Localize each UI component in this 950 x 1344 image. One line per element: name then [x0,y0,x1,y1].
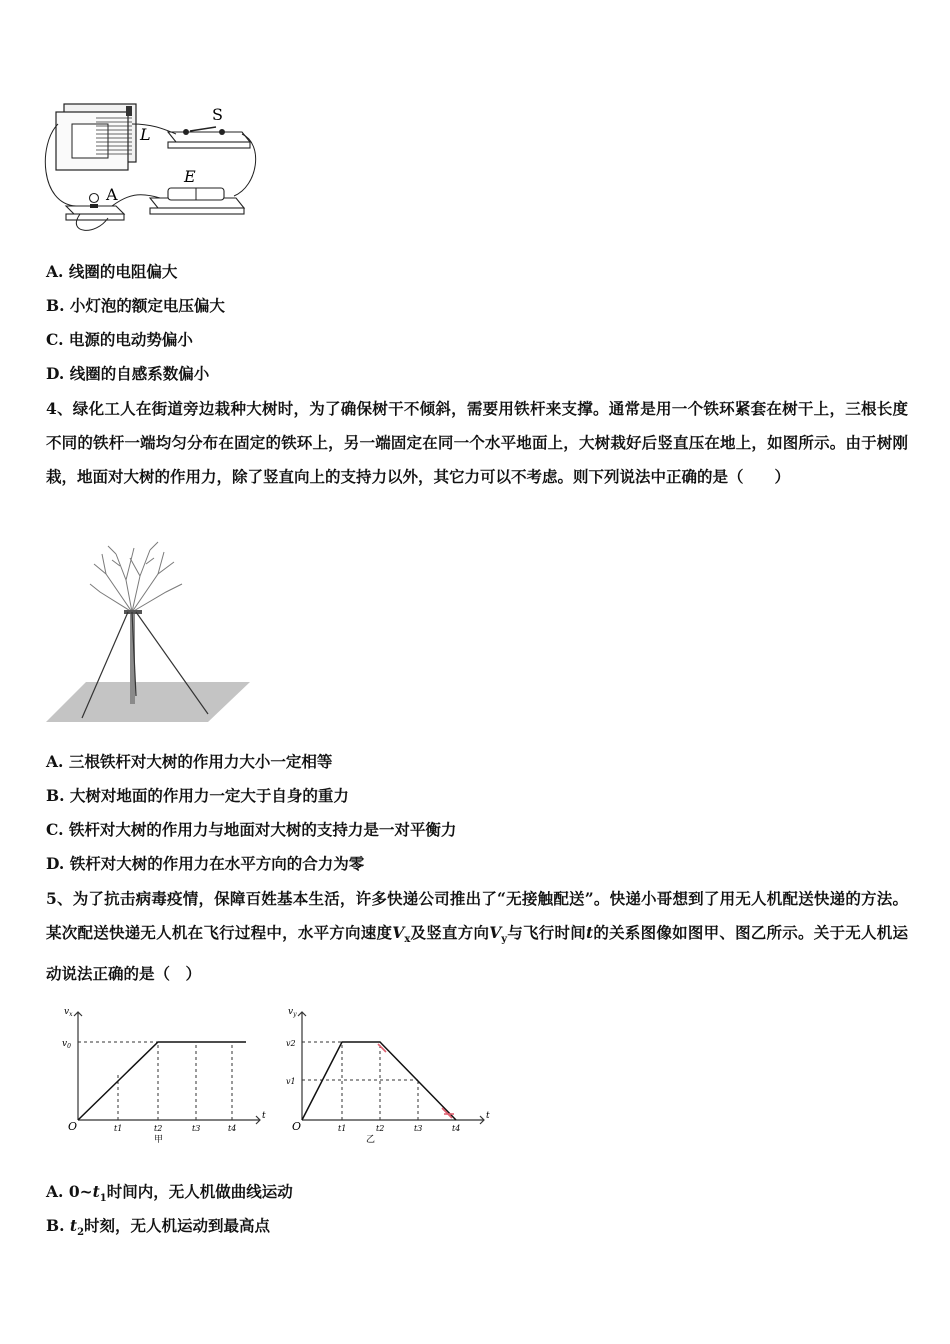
q4-option-a: A. 三根铁杆对大树的作用力大小一定相等 [46,752,333,771]
yi-tick-t1: t1 [338,1124,347,1133]
yi-tick-v2: v2 [286,1039,296,1048]
q3-option-d: D. 线圈的自感系数偏小 [46,364,210,383]
jia-y-tick: $v_0$ [62,1039,71,1050]
inductor-label: L [140,125,151,144]
yi-tick-t2: t2 [376,1124,385,1133]
yi-vy-line [302,1042,456,1120]
yi-x-label: t [486,1111,490,1121]
jia-origin: O [68,1120,78,1133]
iron-ring [124,610,142,614]
q3-option-b: B. 小灯泡的额定电压偏大 [46,296,225,315]
battery-icon [150,188,244,214]
switch-icon [168,127,250,148]
yi-tick-t4: t4 [452,1124,461,1133]
q4-option-b: B. 大树对地面的作用力一定大于自身的重力 [46,786,349,805]
yi-origin: O [292,1120,302,1133]
jia-y-label: $v_x$ [64,1007,73,1018]
yi-tick-v1: v1 [286,1077,296,1086]
tree-branches-icon [90,542,182,612]
jia-tick-t1: t1 [114,1124,123,1133]
yi-y-label: $v_y$ [288,1007,297,1018]
graph-jia [60,1004,270,1144]
circuit-figure [36,94,266,234]
ground-plane [46,682,250,722]
lamp-label: A [106,185,118,204]
tree-figure [46,540,252,726]
switch-label: S [212,105,223,124]
yi-tick-t3: t3 [414,1124,423,1133]
inductor-coil-icon [56,104,136,170]
q3-option-c: C. 电源的电动势偏小 [46,330,193,349]
graph-yi [284,1004,494,1144]
q4-option-c: C. 铁杆对大树的作用力与地面对大树的支持力是一对平衡力 [46,820,457,839]
q5-option-a: A. $0\sim t_1$时间内，无人机做曲线运动 [46,1182,293,1205]
q3-option-a: A. 线圈的电阻偏大 [46,262,178,281]
jia-vx-line [78,1042,246,1120]
q5-option-b: B. $t_2$时刻，无人机运动到最高点 [46,1216,271,1239]
jia-tick-t2: t2 [154,1124,163,1133]
yi-caption: 乙 [366,1135,376,1144]
jia-tick-t4: t4 [228,1124,237,1133]
q4-option-d: D. 铁杆对大树的作用力在水平方向的合力为零 [46,854,365,873]
source-label: E [184,167,196,186]
q5-stem: 5、为了抗击病毒疫情，保障百姓基本生活，许多快递公司推出了“无接触配送”。快递小哥想到了用无人机配送快递的方法。某次配送快递无人机在飞行过程中，水平方向速度$V_x$及竖直方向$V_y$与飞行时间t的关系图像如图甲、图乙所示。关于无人机运动说法正确的是（ ） [46,889,908,984]
q4-stem: 4、绿化工人在街道旁边栽种大树时，为了确保树干不倾斜，需要用铁杆来支撑。通常是用一个铁环紧套在树干上，三根长度不同的铁杆一端均匀分布在固定的铁环上，另一端固定在同一个水平地面上，大树栽好后竖直压在地上，如图所示。由于树刚栽，地面对大树的作用力，除了竖直向上的支持力以外，其它力可以不考虑。则下列说法中正确的是（ ） [46,399,908,486]
jia-caption: 甲 [154,1135,164,1144]
jia-x-label: t [262,1111,266,1121]
jia-tick-t3: t3 [192,1124,201,1133]
